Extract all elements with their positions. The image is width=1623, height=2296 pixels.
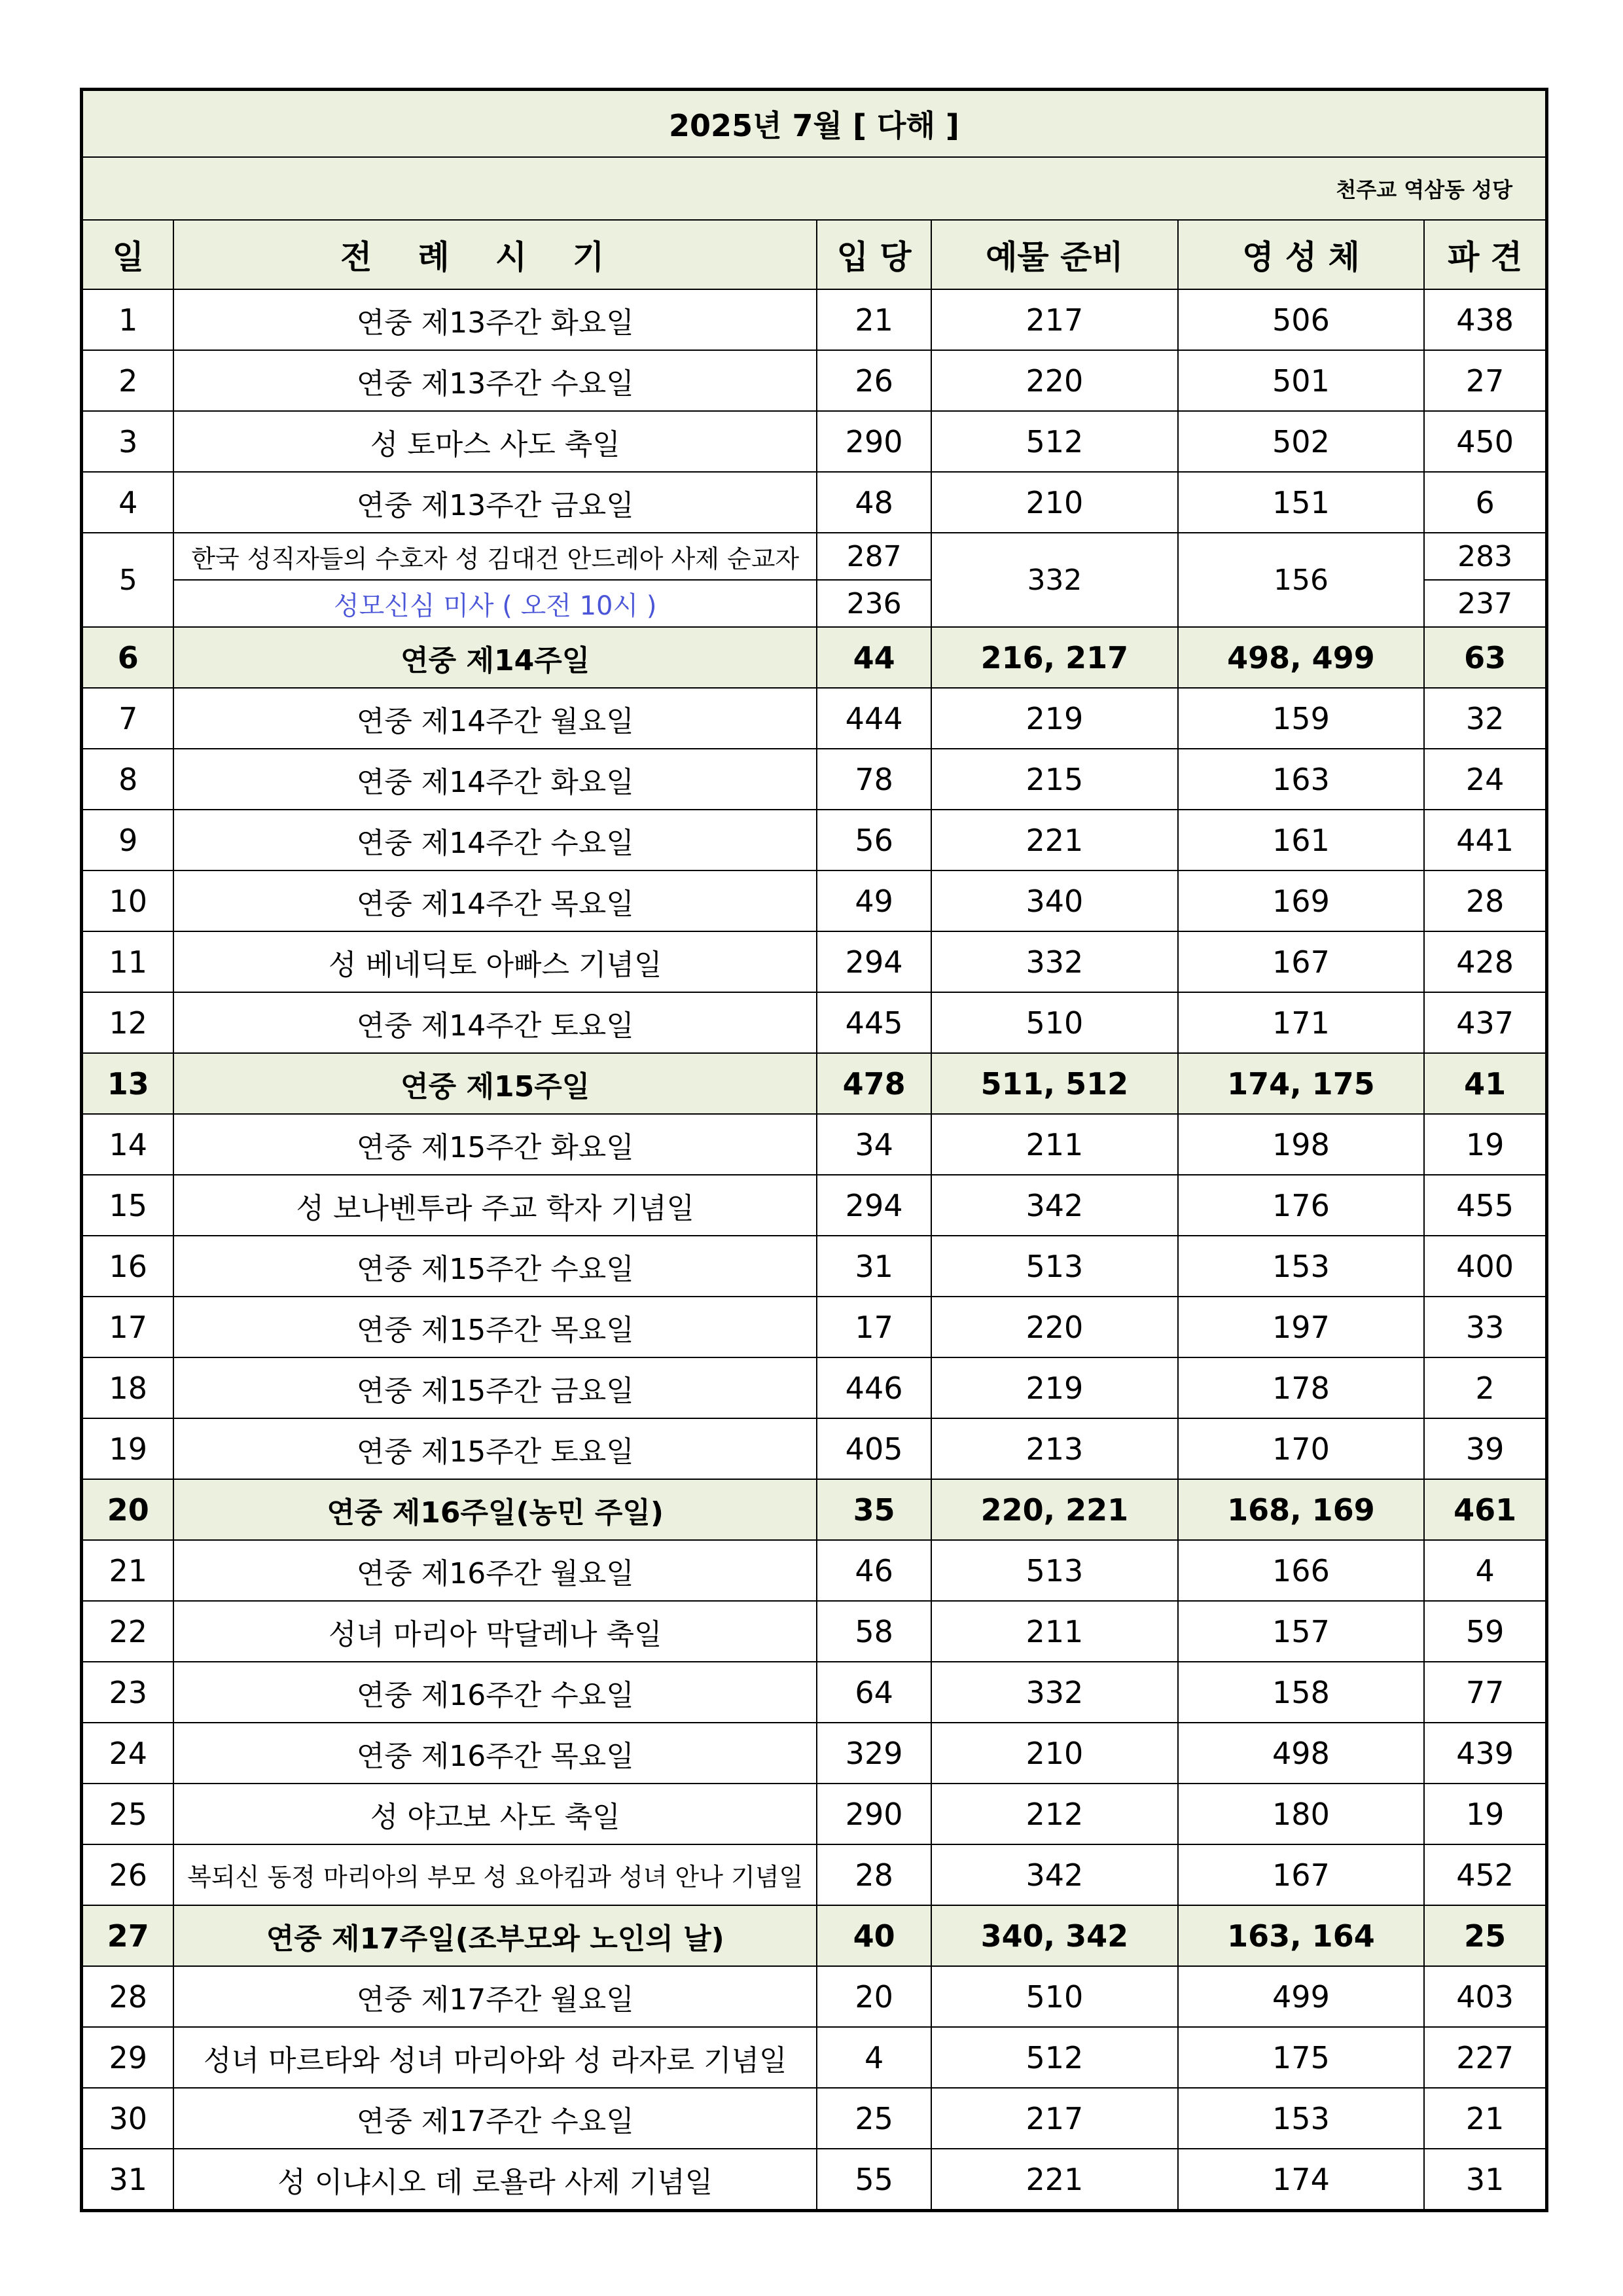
day-cell: 30 — [82, 2088, 174, 2149]
communion-hymn-cell: 167 — [1178, 1844, 1425, 1905]
entrance-hymn-cell: 294 — [817, 931, 931, 992]
liturgy-name-cell: 성 토마스 사도 축일 — [173, 411, 817, 472]
table-row — [82, 1479, 1547, 1540]
communion-hymn-cell: 166 — [1178, 1540, 1425, 1601]
offertory-hymn-cell: 213 — [931, 1418, 1178, 1479]
dismissal-hymn-cell: 461 — [1424, 1479, 1546, 1540]
offertory-hymn-cell: 511, 512 — [931, 1053, 1178, 1114]
entrance-hymn-cell: 26 — [817, 350, 931, 411]
communion-hymn-cell: 498, 499 — [1178, 627, 1425, 688]
offertory-hymn-cell: 512 — [931, 411, 1178, 472]
day-cell: 10 — [82, 870, 174, 931]
table-row — [82, 2088, 1547, 2149]
offertory-hymn-cell: 220 — [931, 350, 1178, 411]
liturgy-name-cell: 연중 제17주간 수요일 — [173, 2088, 817, 2149]
table-row — [82, 1236, 1547, 1297]
liturgy-name-cell: 연중 제16주간 목요일 — [173, 1723, 817, 1784]
communion-hymn-cell: 159 — [1178, 688, 1425, 749]
entrance-hymn-cell: 48 — [817, 472, 931, 533]
day-cell: 9 — [82, 810, 174, 870]
table-row — [82, 627, 1547, 688]
day-cell: 6 — [82, 627, 174, 688]
communion-hymn-cell: 153 — [1178, 2088, 1425, 2149]
liturgy-name-cell: 성녀 마르타와 성녀 마리아와 성 라자로 기념일 — [173, 2027, 817, 2088]
liturgy-name-cell: 연중 제16주간 수요일 — [173, 1662, 817, 1723]
entrance-hymn-cell: 49 — [817, 870, 931, 931]
dismissal-hymn-cell: 59 — [1424, 1601, 1546, 1662]
liturgy-name-cell: 성 야고보 사도 축일 — [173, 1784, 817, 1844]
liturgy-name-cell: 한국 성직자들의 수호자 성 김대건 안드레아 사제 순교자 — [173, 533, 817, 580]
day-cell: 11 — [82, 931, 174, 992]
entrance-hymn-cell: 21 — [817, 289, 931, 350]
entrance-hymn-cell: 55 — [817, 2149, 931, 2211]
liturgy-name-cell: 연중 제15주일 — [173, 1053, 817, 1114]
entrance-hymn-cell: 444 — [817, 688, 931, 749]
entrance-hymn-cell: 478 — [817, 1053, 931, 1114]
liturgy-name-cell: 연중 제16주간 월요일 — [173, 1540, 817, 1601]
header-communion: 영 성 체 — [1178, 220, 1425, 289]
offertory-hymn-cell: 332 — [931, 931, 1178, 992]
dismissal-hymn-cell: 452 — [1424, 1844, 1546, 1905]
communion-hymn-cell: 167 — [1178, 931, 1425, 992]
entrance-hymn-cell: 290 — [817, 1784, 931, 1844]
entrance-hymn-cell: 290 — [817, 411, 931, 472]
day-cell: 8 — [82, 749, 174, 810]
day-cell: 21 — [82, 1540, 174, 1601]
table-header-row — [82, 220, 1547, 289]
day-cell: 31 — [82, 2149, 174, 2211]
offertory-hymn-cell: 211 — [931, 1114, 1178, 1175]
dismissal-hymn-cell: 400 — [1424, 1236, 1546, 1297]
offertory-hymn-cell: 332 — [931, 533, 1178, 627]
entrance-hymn-cell: 46 — [817, 1540, 931, 1601]
day-cell: 18 — [82, 1357, 174, 1418]
entrance-hymn-cell: 56 — [817, 810, 931, 870]
offertory-hymn-cell: 212 — [931, 1784, 1178, 1844]
communion-hymn-cell: 168, 169 — [1178, 1479, 1425, 1540]
dismissal-hymn-cell: 28 — [1424, 870, 1546, 931]
table-row — [82, 1784, 1547, 1844]
dismissal-hymn-cell: 24 — [1424, 749, 1546, 810]
table-row — [82, 1418, 1547, 1479]
table-row — [82, 350, 1547, 411]
table-row — [82, 411, 1547, 472]
communion-hymn-cell: 506 — [1178, 289, 1425, 350]
communion-hymn-cell: 178 — [1178, 1357, 1425, 1418]
liturgy-name-cell: 성 보나벤투라 주교 학자 기념일 — [173, 1175, 817, 1236]
liturgy-name-cell: 성 베네딕토 아빠스 기념일 — [173, 931, 817, 992]
offertory-hymn-cell: 211 — [931, 1601, 1178, 1662]
day-cell: 19 — [82, 1418, 174, 1479]
table-row — [82, 1053, 1547, 1114]
dismissal-hymn-cell: 283 — [1424, 533, 1546, 580]
communion-hymn-cell: 151 — [1178, 472, 1425, 533]
table-row — [82, 870, 1547, 931]
table-row — [82, 1966, 1547, 2027]
entrance-hymn-cell: 78 — [817, 749, 931, 810]
dismissal-hymn-cell: 455 — [1424, 1175, 1546, 1236]
liturgy-name-cell: 연중 제13주간 금요일 — [173, 472, 817, 533]
table-row — [82, 1662, 1547, 1723]
table-row — [82, 2027, 1547, 2088]
entrance-hymn-cell: 64 — [817, 1662, 931, 1723]
entrance-hymn-cell: 44 — [817, 627, 931, 688]
entrance-hymn-cell: 4 — [817, 2027, 931, 2088]
communion-hymn-cell: 170 — [1178, 1418, 1425, 1479]
offertory-hymn-cell: 340 — [931, 870, 1178, 931]
liturgy-name-cell: 연중 제14주일 — [173, 627, 817, 688]
document-title: 2025년 7월 [ 다해 ] — [82, 90, 1547, 158]
entrance-hymn-cell: 446 — [817, 1357, 931, 1418]
day-cell: 25 — [82, 1784, 174, 1844]
offertory-hymn-cell: 210 — [931, 472, 1178, 533]
dismissal-hymn-cell: 450 — [1424, 411, 1546, 472]
liturgy-name-cell: 연중 제14주간 토요일 — [173, 992, 817, 1053]
organization-name: 천주교 역삼동 성당 — [82, 157, 1547, 220]
offertory-hymn-cell: 210 — [931, 1723, 1178, 1784]
offertory-hymn-cell: 219 — [931, 688, 1178, 749]
dismissal-hymn-cell: 39 — [1424, 1418, 1546, 1479]
liturgy-name-cell: 연중 제13주간 수요일 — [173, 350, 817, 411]
entrance-hymn-cell: 31 — [817, 1236, 931, 1297]
liturgy-name-cell: 연중 제15주간 수요일 — [173, 1236, 817, 1297]
day-cell: 14 — [82, 1114, 174, 1175]
liturgy-name-cell: 연중 제17주간 월요일 — [173, 1966, 817, 2027]
entrance-hymn-cell: 34 — [817, 1114, 931, 1175]
liturgy-name-cell: 연중 제15주간 토요일 — [173, 1418, 817, 1479]
dismissal-hymn-cell: 439 — [1424, 1723, 1546, 1784]
table-row — [82, 810, 1547, 870]
day-cell: 5 — [82, 533, 174, 627]
table-row — [82, 2149, 1547, 2211]
dismissal-hymn-cell: 227 — [1424, 2027, 1546, 2088]
communion-hymn-cell: 163, 164 — [1178, 1905, 1425, 1966]
header-dismissal: 파 견 — [1424, 220, 1546, 289]
communion-hymn-cell: 502 — [1178, 411, 1425, 472]
entrance-hymn-cell: 294 — [817, 1175, 931, 1236]
day-cell: 27 — [82, 1905, 174, 1966]
offertory-hymn-cell: 217 — [931, 2088, 1178, 2149]
offertory-hymn-cell: 342 — [931, 1175, 1178, 1236]
offertory-hymn-cell: 221 — [931, 2149, 1178, 2211]
offertory-hymn-cell: 342 — [931, 1844, 1178, 1905]
header-liturgy: 전례시기 — [173, 220, 817, 289]
dismissal-hymn-cell: 27 — [1424, 350, 1546, 411]
offertory-hymn-cell: 219 — [931, 1357, 1178, 1418]
day-cell: 26 — [82, 1844, 174, 1905]
communion-hymn-cell: 176 — [1178, 1175, 1425, 1236]
entrance-hymn-cell: 25 — [817, 2088, 931, 2149]
hymn-schedule-table — [80, 88, 1548, 2212]
communion-hymn-cell: 499 — [1178, 1966, 1425, 2027]
communion-hymn-cell: 169 — [1178, 870, 1425, 931]
dismissal-hymn-cell: 19 — [1424, 1114, 1546, 1175]
liturgy-name-cell: 연중 제13주간 화요일 — [173, 289, 817, 350]
offertory-hymn-cell: 510 — [931, 992, 1178, 1053]
table-row — [82, 1297, 1547, 1357]
offertory-hymn-cell: 215 — [931, 749, 1178, 810]
day-cell: 23 — [82, 1662, 174, 1723]
table-row — [82, 1905, 1547, 1966]
dismissal-hymn-cell: 441 — [1424, 810, 1546, 870]
offertory-hymn-cell: 512 — [931, 2027, 1178, 2088]
dismissal-hymn-cell: 437 — [1424, 992, 1546, 1053]
entrance-hymn-cell: 58 — [817, 1601, 931, 1662]
offertory-hymn-cell: 510 — [931, 1966, 1178, 2027]
liturgy-name-cell: 성녀 마리아 막달레나 축일 — [173, 1601, 817, 1662]
dismissal-hymn-cell: 428 — [1424, 931, 1546, 992]
dismissal-hymn-cell: 31 — [1424, 2149, 1546, 2211]
liturgy-name-cell: 연중 제17주일(조부모와 노인의 날) — [173, 1905, 817, 1966]
offertory-hymn-cell: 217 — [931, 289, 1178, 350]
day-cell: 20 — [82, 1479, 174, 1540]
table-row — [82, 931, 1547, 992]
entrance-hymn-cell: 287 — [817, 533, 931, 580]
liturgy-name-cell: 연중 제15주간 목요일 — [173, 1297, 817, 1357]
day-cell: 16 — [82, 1236, 174, 1297]
offertory-hymn-cell: 220, 221 — [931, 1479, 1178, 1540]
table-row — [82, 1540, 1547, 1601]
day-cell: 13 — [82, 1053, 174, 1114]
offertory-hymn-cell: 220 — [931, 1297, 1178, 1357]
communion-hymn-cell: 175 — [1178, 2027, 1425, 2088]
liturgy-name-cell: 연중 제16주일(농민 주일) — [173, 1479, 817, 1540]
communion-hymn-cell: 156 — [1178, 533, 1425, 627]
dismissal-hymn-cell: 77 — [1424, 1662, 1546, 1723]
entrance-hymn-cell: 329 — [817, 1723, 931, 1784]
dismissal-hymn-cell: 403 — [1424, 1966, 1546, 2027]
dismissal-hymn-cell: 21 — [1424, 2088, 1546, 2149]
header-entrance: 입 당 — [817, 220, 931, 289]
entrance-hymn-cell: 17 — [817, 1297, 931, 1357]
day-cell: 3 — [82, 411, 174, 472]
table-row — [82, 992, 1547, 1053]
dismissal-hymn-cell: 4 — [1424, 1540, 1546, 1601]
communion-hymn-cell: 174, 175 — [1178, 1053, 1425, 1114]
day-cell: 15 — [82, 1175, 174, 1236]
dismissal-hymn-cell: 63 — [1424, 627, 1546, 688]
table-row — [82, 688, 1547, 749]
offertory-hymn-cell: 340, 342 — [931, 1905, 1178, 1966]
sub-mass-name-cell: 성모신심 미사 ( 오전 10시 ) — [173, 580, 817, 627]
liturgy-name-cell: 연중 제15주간 금요일 — [173, 1357, 817, 1418]
communion-hymn-cell: 197 — [1178, 1297, 1425, 1357]
communion-hymn-cell: 174 — [1178, 2149, 1425, 2211]
liturgy-name-cell: 연중 제14주간 수요일 — [173, 810, 817, 870]
communion-hymn-cell: 198 — [1178, 1114, 1425, 1175]
dismissal-hymn-cell: 25 — [1424, 1905, 1546, 1966]
dismissal-hymn-cell: 2 — [1424, 1357, 1546, 1418]
table-row — [82, 472, 1547, 533]
table-row — [82, 533, 1547, 580]
dismissal-hymn-cell: 32 — [1424, 688, 1546, 749]
day-cell: 28 — [82, 1966, 174, 2027]
table-row — [82, 1601, 1547, 1662]
offertory-hymn-cell: 221 — [931, 810, 1178, 870]
liturgy-name-cell: 연중 제15주간 화요일 — [173, 1114, 817, 1175]
communion-hymn-cell: 171 — [1178, 992, 1425, 1053]
entrance-hymn-cell: 405 — [817, 1418, 931, 1479]
day-cell: 1 — [82, 289, 174, 350]
table-row — [82, 1175, 1547, 1236]
day-cell: 29 — [82, 2027, 174, 2088]
entrance-hymn-cell: 28 — [817, 1844, 931, 1905]
communion-hymn-cell: 501 — [1178, 350, 1425, 411]
header-day: 일 — [82, 220, 174, 289]
dismissal-hymn-cell: 41 — [1424, 1053, 1546, 1114]
offertory-hymn-cell: 216, 217 — [931, 627, 1178, 688]
entrance-hymn-cell: 40 — [817, 1905, 931, 1966]
offertory-hymn-cell: 513 — [931, 1540, 1178, 1601]
day-cell: 22 — [82, 1601, 174, 1662]
sub-mass-entrance-cell: 236 — [817, 580, 931, 627]
table-row — [82, 1723, 1547, 1784]
communion-hymn-cell: 153 — [1178, 1236, 1425, 1297]
day-cell: 4 — [82, 472, 174, 533]
liturgy-name-cell: 복되신 동정 마리아의 부모 성 요아킴과 성녀 안나 기념일 — [173, 1844, 817, 1905]
entrance-hymn-cell: 35 — [817, 1479, 931, 1540]
communion-hymn-cell: 163 — [1178, 749, 1425, 810]
table-row — [82, 749, 1547, 810]
day-cell: 12 — [82, 992, 174, 1053]
table-row — [82, 1114, 1547, 1175]
table-row — [82, 1844, 1547, 1905]
communion-hymn-cell: 158 — [1178, 1662, 1425, 1723]
dismissal-hymn-cell: 6 — [1424, 472, 1546, 533]
offertory-hymn-cell: 513 — [931, 1236, 1178, 1297]
day-cell: 24 — [82, 1723, 174, 1784]
dismissal-hymn-cell: 33 — [1424, 1297, 1546, 1357]
communion-hymn-cell: 161 — [1178, 810, 1425, 870]
offertory-hymn-cell: 332 — [931, 1662, 1178, 1723]
liturgy-name-cell: 연중 제14주간 화요일 — [173, 749, 817, 810]
liturgy-name-cell: 성 이냐시오 데 로욜라 사제 기념일 — [173, 2149, 817, 2211]
header-offertory: 예물 준비 — [931, 220, 1178, 289]
dismissal-hymn-cell: 438 — [1424, 289, 1546, 350]
communion-hymn-cell: 180 — [1178, 1784, 1425, 1844]
table-row — [82, 1357, 1547, 1418]
day-cell: 7 — [82, 688, 174, 749]
communion-hymn-cell: 157 — [1178, 1601, 1425, 1662]
entrance-hymn-cell: 445 — [817, 992, 931, 1053]
entrance-hymn-cell: 20 — [817, 1966, 931, 2027]
table-row — [82, 289, 1547, 350]
day-cell: 2 — [82, 350, 174, 411]
dismissal-hymn-cell: 19 — [1424, 1784, 1546, 1844]
liturgy-name-cell: 연중 제14주간 월요일 — [173, 688, 817, 749]
communion-hymn-cell: 498 — [1178, 1723, 1425, 1784]
sub-mass-dismissal-cell: 237 — [1424, 580, 1546, 627]
liturgy-name-cell: 연중 제14주간 목요일 — [173, 870, 817, 931]
day-cell: 17 — [82, 1297, 174, 1357]
